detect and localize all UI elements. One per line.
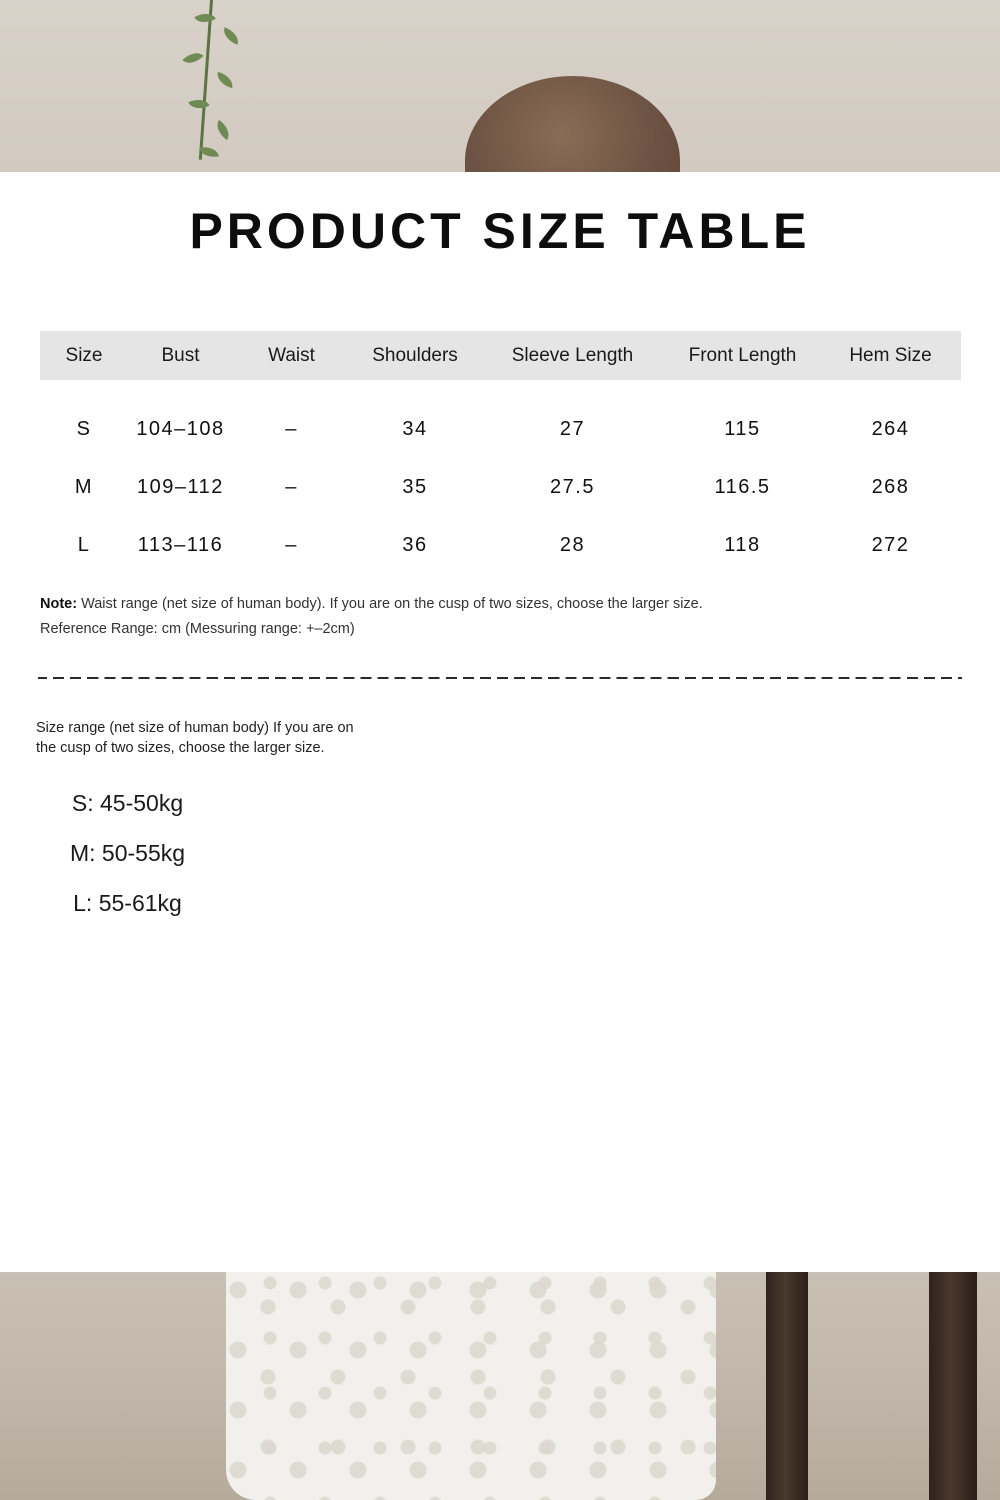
table-cell: 268 [871, 475, 910, 498]
table-cell: 264 [871, 417, 910, 440]
reference-range-note: Reference Range: cm (Messuring range: +–2cm) [40, 621, 355, 637]
table-cell: – [285, 533, 298, 556]
table-header-cell: Shoulders [350, 331, 480, 380]
table-cell: 34 [402, 417, 428, 440]
chair-leg [766, 1272, 808, 1500]
note-line [40, 596, 703, 612]
table-cell: 115 [724, 417, 761, 440]
model-dress [226, 1272, 716, 1500]
page-title: PRODUCT SIZE TABLE [189, 203, 811, 259]
table-cell: 36 [402, 533, 428, 556]
table-header-cell: Hem Size [820, 331, 961, 380]
table-cell: 272 [871, 533, 910, 556]
table-header-row [40, 331, 961, 380]
leaf-icon [188, 95, 209, 113]
dashed-divider [38, 677, 962, 679]
table-cell: – [285, 475, 298, 498]
background-photo-bottom [0, 1272, 1000, 1500]
chair-leg [929, 1272, 977, 1500]
weight-range-item: L: 55-61kg [73, 890, 182, 916]
table-cell: 28 [559, 533, 586, 556]
table-cell: 109–112 [137, 475, 224, 498]
table-header-cell: Front Length [665, 331, 820, 380]
table-row [40, 400, 961, 458]
table-row [40, 458, 961, 516]
table-cell: 118 [724, 533, 761, 556]
weight-range-item: S: 45-50kg [71, 790, 184, 816]
table-cell: 116.5 [714, 475, 771, 498]
table-cell: L [77, 533, 91, 556]
table-cell: 27.5 [550, 475, 595, 498]
weight-range-item: M: 50-55kg [69, 840, 186, 866]
leaf-icon [215, 72, 235, 88]
size-range-intro: Size range (net size of human body) If you are on the cusp of two sizes, choose the larger size. [36, 720, 354, 756]
table-cell: S [76, 417, 92, 440]
table-header-cell: Waist [233, 331, 350, 380]
table-cell: 35 [402, 475, 428, 498]
table-cell: 27 [559, 417, 586, 440]
background-photo-top [0, 0, 1000, 172]
table-cell: 113–116 [137, 533, 224, 556]
table-cell: – [285, 417, 298, 440]
leaf-icon [220, 27, 241, 44]
size-chart-card [0, 172, 1000, 1272]
note-text: Waist range (net size of human body). If you are on the cusp of two sizes, choose the larger size. [77, 596, 703, 612]
leaf-icon [182, 47, 203, 68]
leaf-icon [199, 145, 219, 160]
table-header-cell: Size [40, 331, 128, 380]
table-row [40, 516, 961, 574]
model-hair [465, 76, 680, 172]
table-cell: M [74, 475, 94, 498]
table-spacer [40, 380, 961, 400]
size-table [40, 331, 961, 574]
leaf-icon [194, 8, 216, 27]
table-cell: 104–108 [136, 417, 225, 440]
table-header-cell: Sleeve Length [480, 331, 665, 380]
table-header-cell: Bust [128, 331, 233, 380]
vine-stem [199, 0, 213, 160]
note-label: Note: [40, 596, 78, 612]
leaf-icon [212, 120, 234, 140]
